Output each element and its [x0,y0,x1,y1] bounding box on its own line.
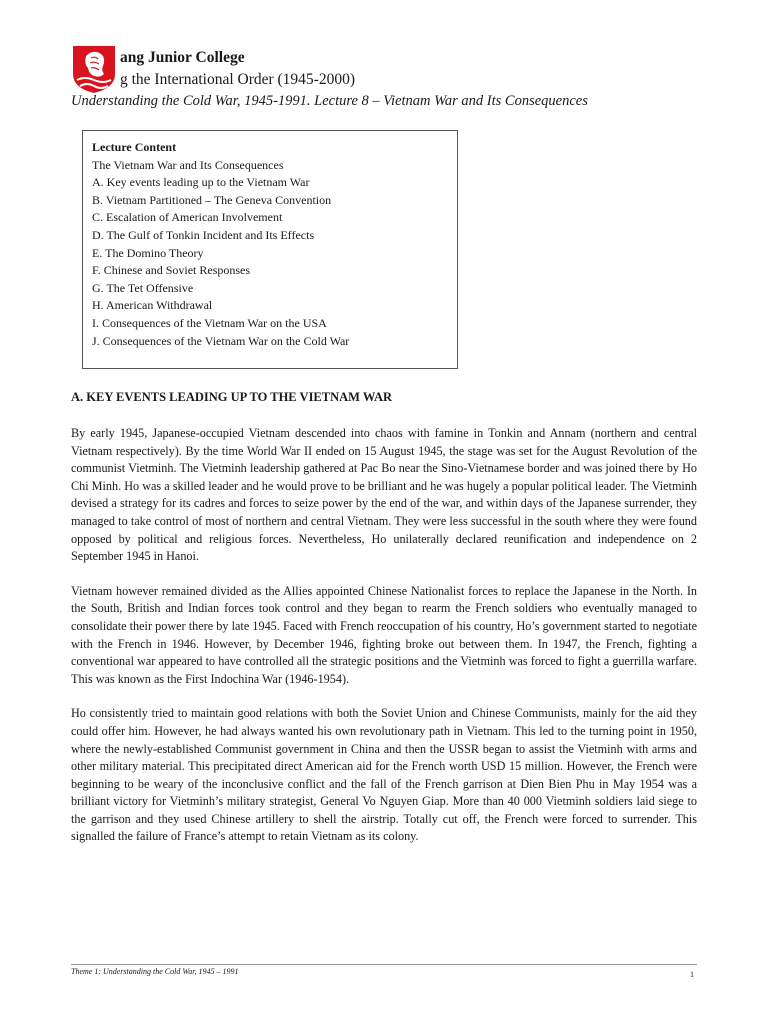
lecture-content-box [82,130,458,369]
body-paragraph: By early 1945, Japanese-occupied Vietnam descended into chaos with famine in Tonkin and Annam (northern and central Vietnam respectively). By the time World War II ended on 15 August 1945, the stage was set for the August Revolution of the communist Vietminh. The Vietminh leadership gathered at Pac Bo near the Sino-Vietnamese border and was joined there by Ho Chi Minh. Ho was a skilled leader and he would prove to be brilliant and he was hugely a popular political leader. The Vietminh devised a strategy for its cadres and forces to seize power by the end of the war, and within days of the Japanese surrender, they managed to take control of most of northern and central Vietnam. They were less successful in the south where they were found opposed by political and religious forces. Nevertheless, Ho unilaterally declared reunification and independence on 2 September 1945 in Hanoi. [71,426,697,564]
lecture-content-item: C. Escalation of American Involvement [92,210,283,225]
lecture-content-title: Lecture Content [92,140,177,154]
lecture-content-list [92,157,457,351]
college-crest-logo [71,44,117,94]
footer-divider [71,964,697,965]
lecture-title: Understanding the Cold War, 1945-1991. Lecture 8 – Vietnam War and Its Consequences [71,93,588,109]
lecture-content-item: A. Key events leading up to the Vietnam War [92,175,310,190]
lecture-content-item: H. American Withdrawal [92,298,213,313]
lecture-content-item: The Vietnam War and Its Consequences [92,157,284,172]
course-title: g the International Order (1945-2000) [120,71,356,88]
lecture-content-item: D. The Gulf of Tonkin Incident and Its Effects [92,227,315,242]
body-paragraph: Vietnam however remained divided as the Allies appointed Chinese Nationalist forces to replace the Japanese in the North. In the South, British and Indian forces took control and they began to rearm the French soldiers who eventually managed to consolidate their power there by late 1945. Faced with French reoccupation of his country, Ho’s government started to negotiate with the French in 1946. However, by December 1946, fighting broke out between them. In 1947, the French, fighting a conventional war appeared to have controlled all the strategic positions and the Vietminh was forced to fight a guerrilla warfare. This was known as the First Indochina War (1946-1954). [71,583,697,686]
school-name: ang Junior College [120,49,245,66]
lecture-content-item: G. The Tet Offensive [92,280,194,295]
section-heading: A. KEY EVENTS LEADING UP TO THE VIETNAM WAR [71,390,393,404]
lecture-content-item: B. Vietnam Partitioned – The Geneva Convention [92,192,332,207]
footer-theme-text: Theme 1: Understanding the Cold War, 1945 – 1991 [71,967,239,976]
body-paragraph: Ho consistently tried to maintain good relations with both the Soviet Union and Chinese Communists, mainly for the aid they could offer him. However, he had always wanted his own revolutionary path in Vietnam. This led to the turning point in 1950, where the newly-established Communist government in China and then the USSR began to assist the Vietminh with arms and other military material. This precipitated direct American aid for the French worth USD 15 million. However, the French were beginning to be weary of the inconclusive conflict and the fall of the French garrison at Dien Bien Phu in May 1954 was a brilliant victory for Vietminh’s military strategist, General Vo Nguyen Giap. More than 40 000 Vietminh soldiers laid siege to the garrison and they used Chinese artillery to shell the airstrip. Totally cut off, the French were forced to surrender. This signalled the failure of France’s attempt to retain Vietnam as its colony. [71,706,697,844]
lecture-content-item: I. Consequences of the Vietnam War on the USA [92,315,327,330]
lecture-content-item: F. Chinese and Soviet Responses [92,263,251,278]
lecture-content-item: E. The Domino Theory [92,245,204,260]
page-number: 1 [690,970,694,979]
lecture-content-item: J. Consequences of the Vietnam War on the Cold War [92,333,350,348]
section-body [71,425,697,863]
